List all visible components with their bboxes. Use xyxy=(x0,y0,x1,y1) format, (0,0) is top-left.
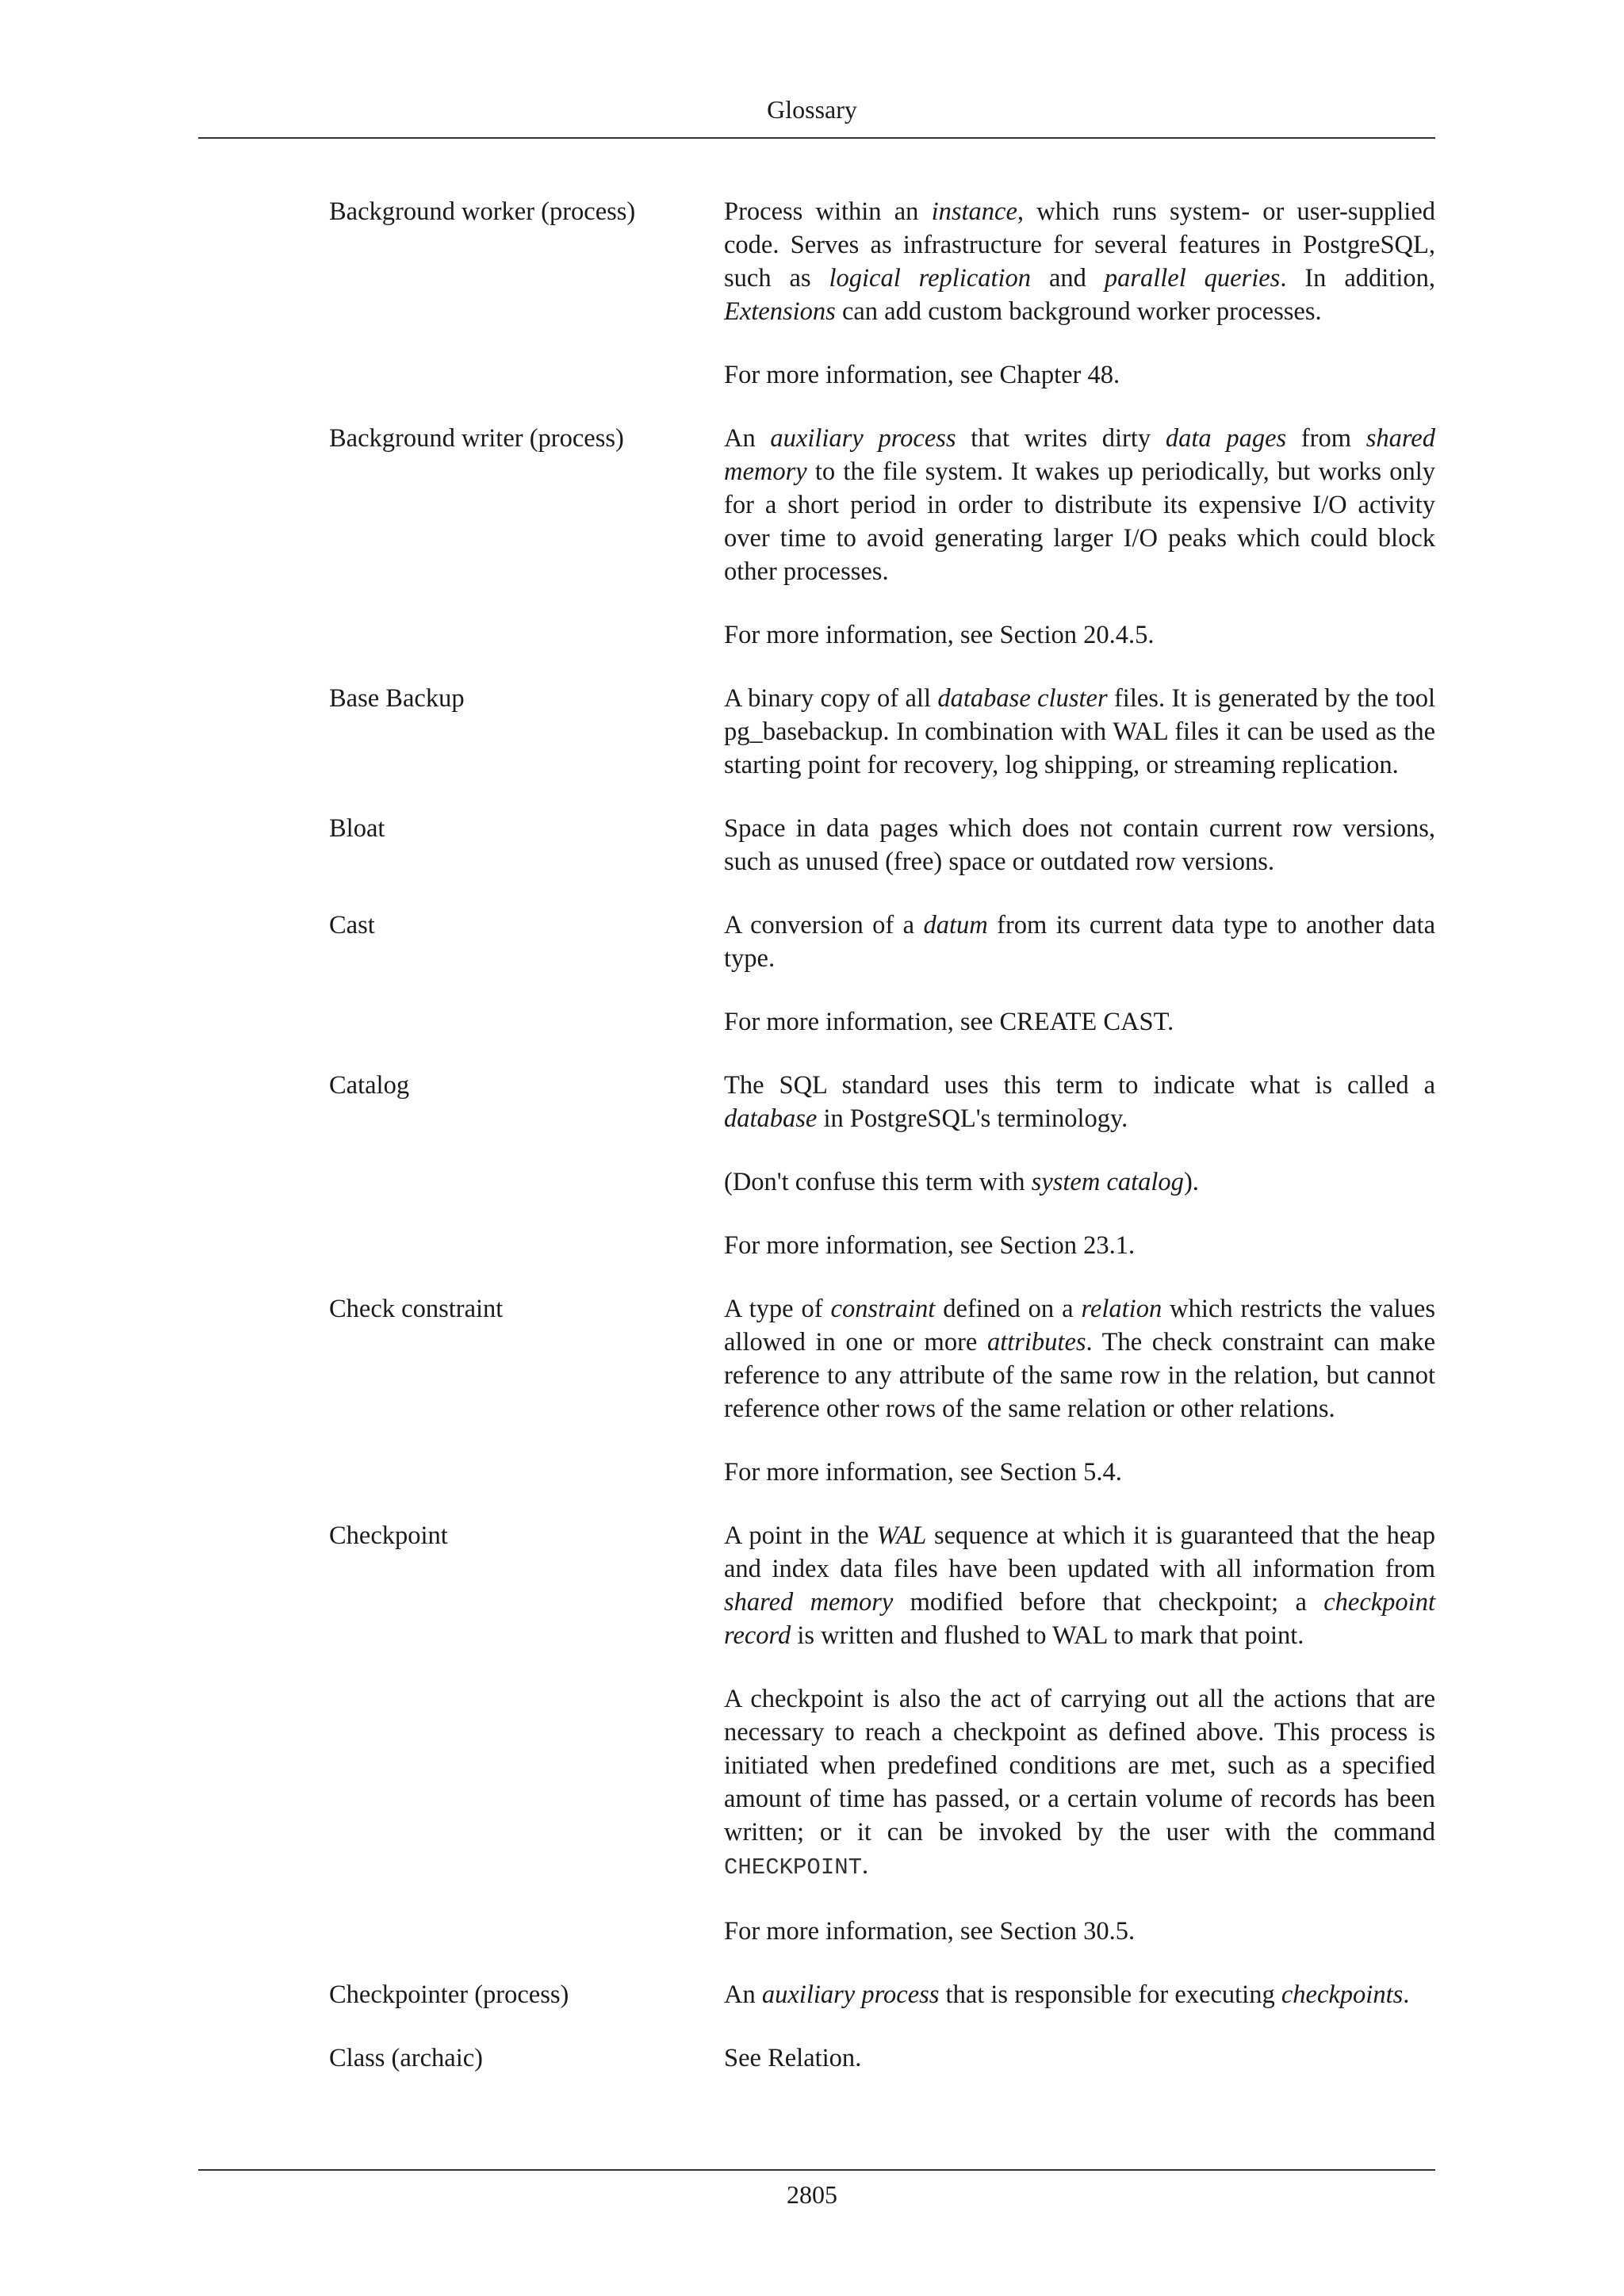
more-info: For more information, see Section 20.4.5. xyxy=(724,621,1155,649)
glossary-link[interactable]: constraint xyxy=(830,1295,936,1323)
glossary-definition xyxy=(724,812,1435,878)
definition-paragraph: See Relation. xyxy=(724,2044,862,2072)
glossary-term: Checkpoint xyxy=(329,1521,448,1550)
glossary-link[interactable]: WAL xyxy=(876,1521,927,1550)
glossary-link[interactable]: Extensions xyxy=(724,297,836,326)
glossary-entry-checkpoint xyxy=(329,1519,1435,1948)
glossary-term: Background writer (process) xyxy=(329,424,624,453)
glossary-definition xyxy=(724,2042,1435,2075)
glossary-link[interactable]: shared memory xyxy=(724,424,1435,486)
page-number: 2805 xyxy=(787,2180,837,2209)
more-info: For more information, see Section 23.1. xyxy=(724,1231,1136,1260)
cross-reference-link[interactable]: Section 20.4.5 xyxy=(999,621,1148,649)
glossary-entry-checkpointer xyxy=(329,1978,1435,2011)
glossary-link[interactable]: checkpoint record xyxy=(724,1588,1435,1650)
glossary-link[interactable]: parallel queries xyxy=(1104,264,1281,293)
glossary-term: Catalog xyxy=(329,1071,410,1100)
definition-paragraph: A binary copy of all database cluster files. It is generated by the tool pg_basebackup. In combination with WAL files it can be used as the starting point for recovery, log shipping, or streaming replication. xyxy=(724,684,1435,779)
glossary-term: Check constraint xyxy=(329,1295,504,1323)
glossary-link[interactable]: system catalog xyxy=(1031,1168,1184,1196)
glossary-link[interactable]: instance xyxy=(931,197,1017,226)
command-literal: CHECKPOINT xyxy=(724,1854,863,1881)
cross-reference-link[interactable]: Section 5.4 xyxy=(999,1458,1116,1487)
glossary-definition xyxy=(724,1978,1435,2011)
cross-reference-link[interactable]: CREATE CAST xyxy=(999,1008,1168,1036)
glossary-term: Checkpointer (process) xyxy=(329,1980,569,2009)
definition-paragraph: A type of constraint defined on a relation which restricts the values allowed in one or more attributes. The check constraint can make reference to any attribute of the same row in the relation, but cannot reference other rows of the same relation or other relations. xyxy=(724,1295,1436,1423)
glossary-link[interactable]: datum xyxy=(923,911,988,939)
glossary-link[interactable]: shared memory xyxy=(724,1588,894,1617)
glossary-definition xyxy=(724,422,1435,652)
glossary-term: Cast xyxy=(329,911,375,939)
glossary-link[interactable]: checkpoints xyxy=(1281,1980,1404,2009)
header-rule xyxy=(198,137,1435,139)
glossary-entry-background-writer xyxy=(329,422,1435,652)
glossary-term: Background worker (process) xyxy=(329,197,636,226)
glossary-definition xyxy=(724,1292,1435,1489)
glossary-definition xyxy=(724,682,1435,782)
glossary-link[interactable]: database cluster xyxy=(937,684,1108,713)
glossary-term: Bloat xyxy=(329,814,385,843)
cross-reference-link[interactable]: Section 23.1 xyxy=(999,1231,1128,1260)
running-header-title: Glossary xyxy=(767,95,857,124)
glossary-link[interactable]: attributes xyxy=(986,1328,1086,1357)
glossary-link[interactable]: relation xyxy=(1081,1295,1162,1323)
glossary-definition xyxy=(724,1069,1435,1262)
glossary-link[interactable]: logical replication xyxy=(829,264,1032,293)
glossary-term: Base Backup xyxy=(329,684,465,713)
glossary-link[interactable]: database xyxy=(724,1104,818,1133)
glossary-link[interactable]: auxiliary process xyxy=(761,1980,940,2009)
glossary-entry-bloat xyxy=(329,812,1435,878)
glossary-definition xyxy=(724,195,1435,392)
glossary-entry-background-worker xyxy=(329,195,1435,392)
glossary-entry-check-constraint xyxy=(329,1292,1435,1489)
definition-paragraph: A conversion of a datum from its current data type to another data type. xyxy=(724,911,1435,973)
definition-paragraph: Process within an instance, which runs system- or user-supplied code. Serves as infrastructure for several features in PostgreSQL, such as logical replication and parallel queries. In addition, Extensions can add custom background worker processes. xyxy=(724,197,1435,326)
glossary-definition xyxy=(724,909,1435,1039)
cross-reference-link[interactable]: Relation xyxy=(768,2044,856,2072)
glossary-entry-base-backup xyxy=(329,682,1435,782)
definition-paragraph: An auxiliary process that writes dirty data pages from shared memory to the file system. It wakes up periodically, but works only for a short period in order to distribute its expensive I/O activity over time to avoid generating larger I/O peaks which could block other processes. xyxy=(724,424,1435,586)
cross-reference-link[interactable]: Chapter 48 xyxy=(999,361,1114,389)
glossary-list xyxy=(329,195,1435,2105)
cross-reference-link[interactable]: Section 30.5 xyxy=(999,1917,1128,1946)
definition-paragraph: A checkpoint is also the act of carrying out all the actions that are necessary to reach a checkpoint as defined above. This process is initiated when predefined conditions are met, such as a specified amount of time has passed, or a certain volume of records has been written; or it can be invoked by the user with the command CHECKPOINT. xyxy=(724,1685,1435,1881)
definition-paragraph: The SQL standard uses this term to indicate what is called a database in PostgreSQL's terminology. xyxy=(724,1071,1435,1133)
definition-paragraph: An auxiliary process that is responsible for executing checkpoints. xyxy=(724,1980,1410,2009)
definition-paragraph: (Don't confuse this term with system catalog). xyxy=(724,1168,1199,1196)
glossary-entry-catalog xyxy=(329,1069,1435,1262)
glossary-entry-class xyxy=(329,2042,1435,2075)
more-info: For more information, see CREATE CAST. xyxy=(724,1008,1174,1036)
more-info: For more information, see Section 30.5. xyxy=(724,1917,1136,1946)
glossary-entry-cast xyxy=(329,909,1435,1039)
footer-rule xyxy=(198,2169,1435,2171)
glossary-link[interactable]: auxiliary process xyxy=(770,424,956,453)
more-info: For more information, see Section 5.4. xyxy=(724,1458,1122,1487)
definition-paragraph: A point in the WAL sequence at which it is guaranteed that the heap and index data files have been updated with all information from shared memory modified before that checkpoint; a checkpoint record is written and flushed to WAL to mark that point. xyxy=(724,1521,1435,1650)
more-info: For more information, see Chapter 48. xyxy=(724,361,1120,389)
glossary-definition xyxy=(724,1519,1435,1948)
definition-paragraph: Space in data pages which does not contain current row versions, such as unused (free) space or outdated row versions. xyxy=(724,814,1435,876)
glossary-link[interactable]: data pages xyxy=(1165,424,1287,453)
glossary-term: Class (archaic) xyxy=(329,2044,484,2072)
